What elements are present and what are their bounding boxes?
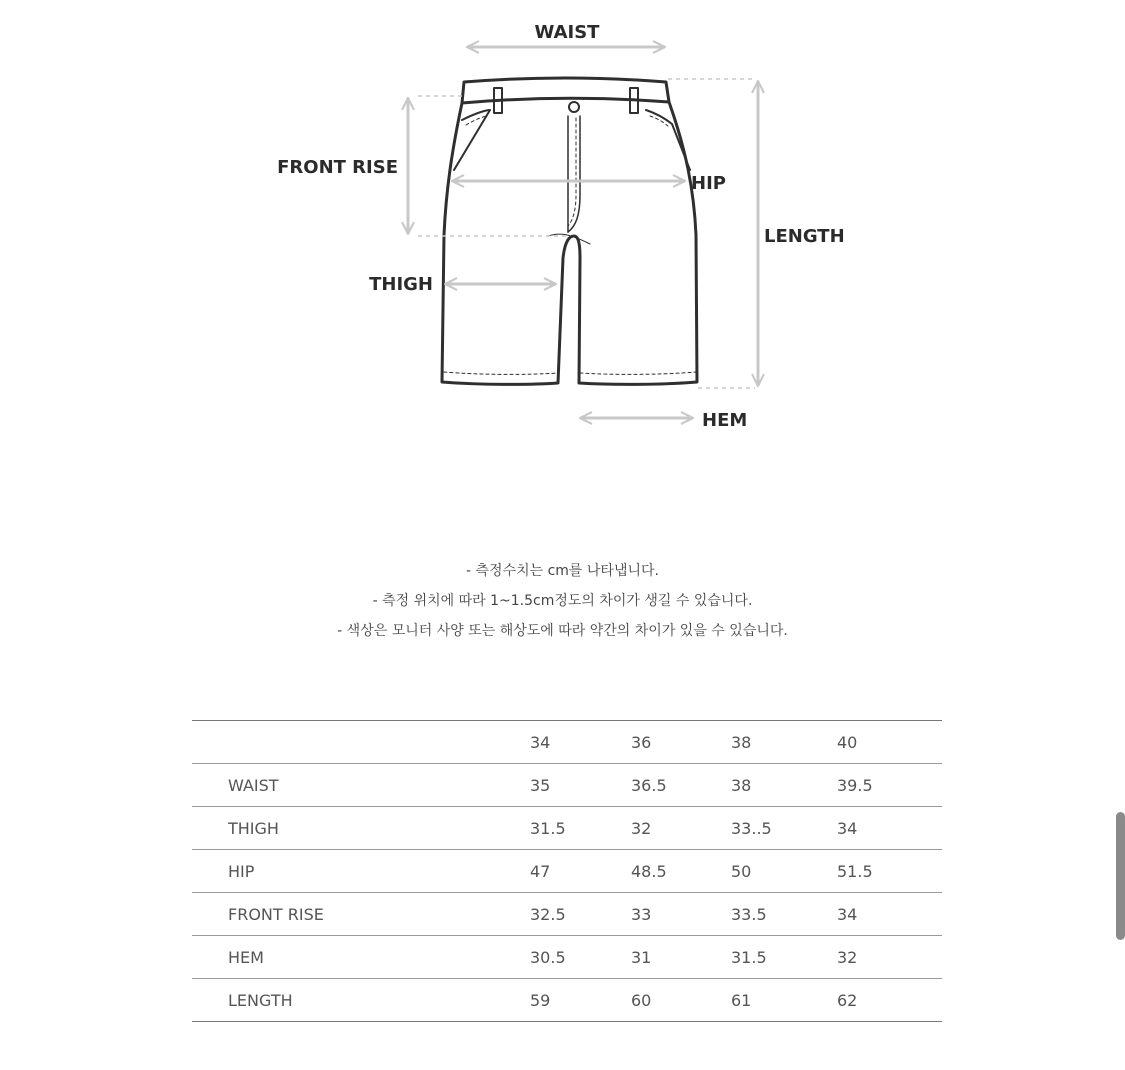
guide-lines — [418, 79, 755, 388]
table-cell: 47 — [530, 850, 631, 893]
table-cell: 31 — [631, 936, 731, 979]
hip-label: HIP — [691, 173, 726, 194]
row-label: LENGTH — [192, 979, 530, 1022]
note-line: - 측정 위치에 따라 1~1.5cm정도의 차이가 생길 수 있습니다. — [372, 593, 753, 609]
row-label: HEM — [192, 936, 530, 979]
size-table — [192, 720, 942, 1022]
note-line: - 색상은 모니터 사양 또는 해상도에 따라 약간의 차이가 있을 수 있습니다. — [337, 623, 788, 639]
table-cell: 48.5 — [631, 850, 731, 893]
hem-label: HEM — [702, 410, 748, 431]
table-row — [192, 936, 942, 979]
table-cell: 30.5 — [530, 936, 631, 979]
table-cell: 32 — [631, 807, 731, 850]
table-cell: 33.5 — [731, 893, 837, 936]
header-cell-size: 40 — [837, 721, 942, 764]
header-cell-label — [192, 721, 530, 764]
measurement-notes — [0, 556, 1125, 646]
hem-stitch-right — [580, 372, 696, 374]
table-row — [192, 807, 942, 850]
table-cell: 61 — [731, 979, 837, 1022]
table-cell: 51.5 — [837, 850, 942, 893]
header-cell-size: 34 — [530, 721, 631, 764]
button-icon — [569, 102, 579, 112]
row-label: WAIST — [192, 764, 530, 807]
waist-label: WAIST — [534, 22, 600, 43]
table-cell: 33 — [631, 893, 731, 936]
table-header-row — [192, 721, 942, 764]
shorts-outline — [442, 102, 697, 384]
table-cell: 32 — [837, 936, 942, 979]
note-line: - 측정수치는 cm를 나타냅니다. — [466, 563, 659, 579]
shorts-measurement-diagram — [0, 0, 1125, 480]
pocket-right-stitch — [650, 116, 668, 126]
measurement-arrows — [408, 47, 758, 418]
row-label: HIP — [192, 850, 530, 893]
hem-stitch-left — [444, 372, 558, 374]
table-cell: 34 — [837, 893, 942, 936]
thigh-label: THIGH — [369, 274, 433, 295]
table-cell: 39.5 — [837, 764, 942, 807]
pocket-right — [646, 110, 690, 170]
header-cell-size: 38 — [731, 721, 837, 764]
table-cell: 59 — [530, 979, 631, 1022]
shorts-illustration — [442, 78, 697, 384]
table-cell: 34 — [837, 807, 942, 850]
table-cell: 50 — [731, 850, 837, 893]
fly-stitch-inner — [568, 118, 576, 226]
length-label: LENGTH — [764, 226, 845, 247]
table-row — [192, 893, 942, 936]
table-cell: 31.5 — [731, 936, 837, 979]
table-cell: 62 — [837, 979, 942, 1022]
table-row — [192, 764, 942, 807]
table-cell: 33..5 — [731, 807, 837, 850]
row-label: FRONT RISE — [192, 893, 530, 936]
table-row — [192, 850, 942, 893]
front-rise-label: FRONT RISE — [277, 157, 398, 178]
table-cell: 35 — [530, 764, 631, 807]
header-cell-size: 36 — [631, 721, 731, 764]
scrollbar-thumb[interactable] — [1116, 812, 1125, 940]
table-cell: 38 — [731, 764, 837, 807]
table-cell: 36.5 — [631, 764, 731, 807]
row-label: THIGH — [192, 807, 530, 850]
table-row — [192, 979, 942, 1022]
table-cell: 31.5 — [530, 807, 631, 850]
table-cell: 32.5 — [530, 893, 631, 936]
table-cell: 60 — [631, 979, 731, 1022]
